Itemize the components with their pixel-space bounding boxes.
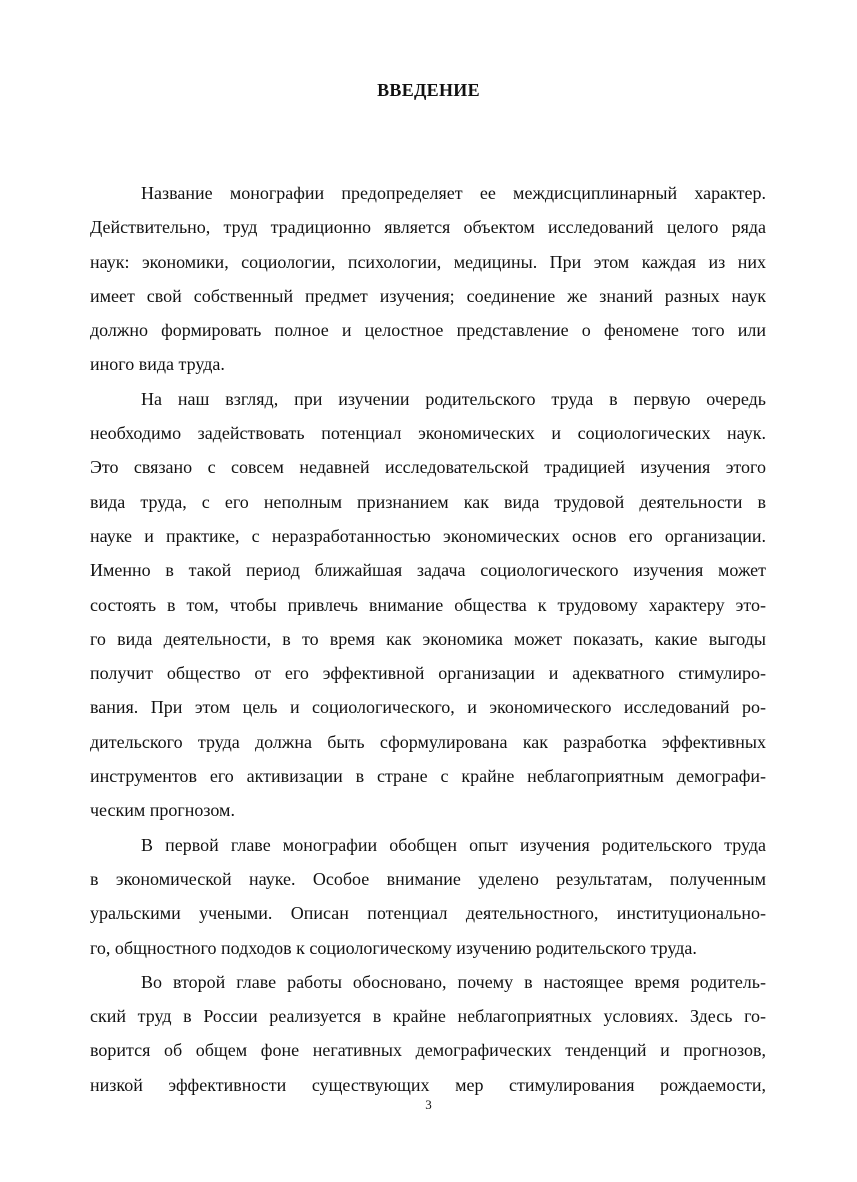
text-line: необходимо задействовать потенциал экономических и социологических наук. bbox=[90, 423, 766, 444]
body-text bbox=[90, 176, 766, 1102]
page-number: 3 bbox=[425, 1097, 432, 1112]
text-line: го, общностного подходов к социологическому изучению родительского труда. bbox=[90, 937, 697, 958]
text-line: низкой эффективности существующих мер стимулирования рождаемости, bbox=[90, 1074, 766, 1095]
text-line: дительского труда должна быть сформулирована как разработка эффективных bbox=[90, 731, 766, 752]
text-line: в экономической науке. Особое внимание уделено результатам, полученным bbox=[90, 868, 766, 889]
text-line: Это связано с совсем недавней исследовательской традицией изучения этого bbox=[90, 457, 766, 478]
page-title: ВВЕДЕНИЕ bbox=[377, 80, 480, 100]
text-line: Именно в такой период ближайшая задача социологического изучения может bbox=[90, 560, 766, 581]
text-line: получит общество от его эффективной организации и адекватного стимулиро- bbox=[90, 663, 766, 684]
text-line: Название монографии предопределяет ее междисциплинарный характер. bbox=[141, 183, 766, 203]
text-line: Во второй главе работы обосновано, почему в настоящее время родитель- bbox=[141, 971, 766, 992]
text-line: должно формировать полное и целостное представление о феномене того или bbox=[90, 320, 766, 341]
text-line: имеет свой собственный предмет изучения; соединение же знаний разных наук bbox=[90, 285, 766, 306]
text-line: ворится об общем фоне негативных демографических тенденций и прогнозов, bbox=[90, 1040, 766, 1061]
text-line: инструментов его активизации в стране с крайне неблагоприятным демографи- bbox=[90, 766, 766, 787]
text-line: уральскими учеными. Описан потенциал деятельностного, институционально- bbox=[90, 903, 766, 924]
text-line: состоять в том, чтобы привлечь внимание общества к трудовому характеру это- bbox=[90, 594, 766, 615]
text-line: В первой главе монографии обобщен опыт изучения родительского труда bbox=[141, 834, 766, 855]
text-line: вания. При этом цель и социологического, и экономического исследований ро- bbox=[90, 697, 766, 718]
text-line: науке и практике, с неразработанностью экономических основ его организации. bbox=[90, 525, 766, 546]
text-line: иного вида труда. bbox=[90, 354, 225, 375]
text-line: ческим прогнозом. bbox=[90, 800, 235, 821]
text-line: ский труд в России реализуется в крайне неблагоприятных условиях. Здесь го- bbox=[90, 1006, 766, 1027]
text-line: го вида деятельности, в то время как экономика может показать, какие выгоды bbox=[90, 628, 766, 649]
text-line: наук: экономики, социологии, психологии, медицины. При этом каждая из них bbox=[90, 251, 766, 272]
text-line: вида труда, с его неполным признанием как вида трудовой деятельности в bbox=[90, 491, 766, 512]
text-line: Действительно, труд традиционно является объектом исследований целого ряда bbox=[90, 217, 766, 238]
text-line: На наш взгляд, при изучении родительского труда в первую очередь bbox=[141, 388, 766, 409]
